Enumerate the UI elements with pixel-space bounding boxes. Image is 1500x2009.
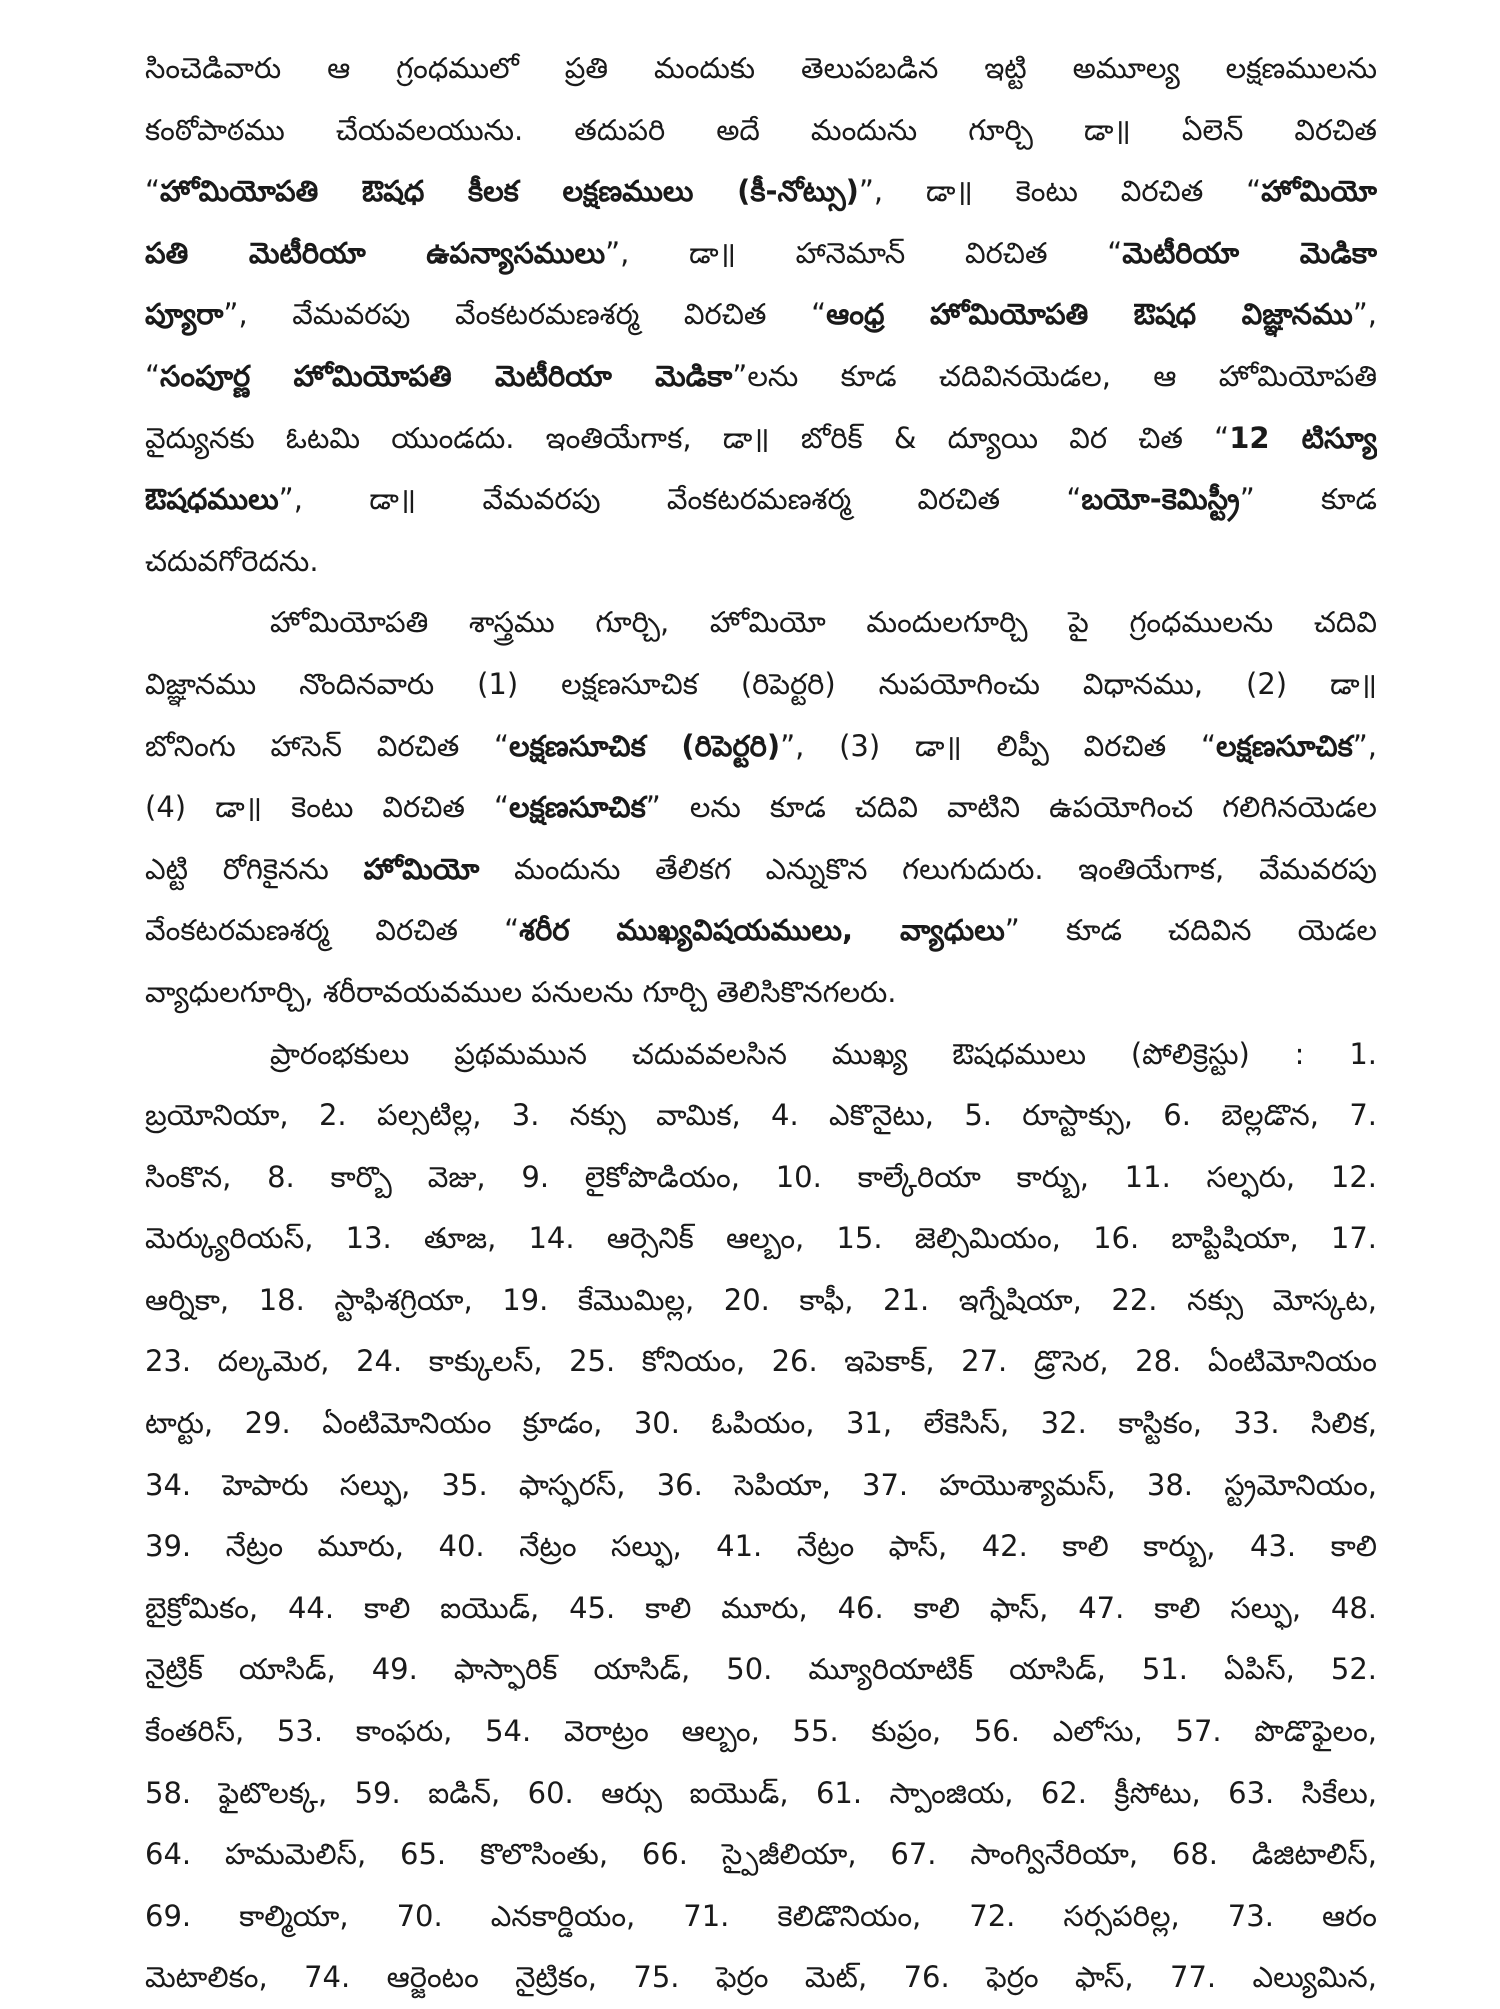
text-line (145, 38, 1377, 100)
text-segment: ”లను కూడ చదివినయెడల, ఆ హోమియోపతి (732, 358, 1377, 393)
text-segment: హోమియోపతి శాస్త్రము గూర్చి, హోమియో మందులగూర్చి పై గ్రంధములను చదివి (270, 605, 1377, 640)
bold-book-title: పతి మెటీరియా ఉపన్యాసములు (145, 235, 606, 270)
text-segment: మెర్క్యురియస్, 13. తూజ, 14. ఆర్సెనిక్ ఆల్బం, 15. జెల్సిమియం, 16. బాప్టిషియా, 17. (145, 1221, 1377, 1256)
text-line (145, 1701, 1377, 1763)
text-line (145, 1331, 1377, 1393)
text-segment: బ్రయోనియా, 2. పల్సటిల్ల, 3. నక్సు వామిక, 4. ఎకొనైటు, 5. రూస్టాక్సు, 6. బెల్లడొన, 7. (145, 1098, 1377, 1133)
text-line (145, 1578, 1377, 1640)
text-segment: సింకొన, 8. కార్బొ వెజు, 9. లైకోపొడియం, 10. కాల్కేరియా కార్బు, 11. సల్ఫరు, 12. (145, 1159, 1377, 1194)
text-line (145, 161, 1377, 223)
bold-book-title: హోమియోపతి ఔషధ కీలక లక్షణములు (కీ-నోట్సు) (160, 174, 859, 209)
text-segment: ” కూడ (1239, 482, 1377, 517)
bold-book-title: సంపూర్ణ హోమియోపతి మెటీరియా మెడికా (160, 358, 733, 393)
text-segment: ” కూడ చదివిన యెడల (1004, 913, 1377, 948)
text-line (145, 1763, 1377, 1825)
text-segment: కంఠోపాఠము చేయవలయును. తదుపరి అదే మందును గూర్చి డా॥ ఏలెన్ విరచిత (145, 112, 1377, 147)
text-segment: ”, డా॥ వేమవరపు వేంకటరమణశర్మ విరచిత “ (278, 482, 1082, 517)
text-segment: ఆర్నికా, 18. స్టాఫిశగ్రియా, 19. కేమొమిల్ల, 20. కాఫీ, 21. ఇగ్నేషియా, 22. నక్సు మోస్కట, (145, 1282, 1377, 1317)
text-segment: నైట్రిక్ యాసిడ్, 49. ఫాస్ఫారిక్ యాసిడ్, 50. మ్యూరియాటిక్ యాసిడ్, 51. ఏపిస్, 52. (145, 1652, 1377, 1687)
text-line (145, 469, 1377, 531)
bold-book-title: ఔషధములు (145, 482, 279, 517)
text-line (145, 1085, 1377, 1147)
text-segment: (4) డా॥ కెంటు విరచిత “ (145, 790, 510, 825)
text-segment: వైద్యునకు ఓటమి యుండదు. ఇంతియేగాక, డా॥ బోరిక్ & ద్యూయి విర చిత “ (145, 420, 1230, 455)
bold-book-title: లక్షణసూచిక (509, 790, 646, 825)
text-line (145, 900, 1377, 962)
text-line (145, 531, 1377, 593)
text-segment: ”, (1352, 728, 1377, 763)
text-line (145, 1639, 1377, 1701)
text-segment: ఎట్టి రోగికైనను (145, 851, 364, 886)
bold-book-title: హోమియో (1261, 174, 1377, 209)
text-segment: ప్రారంభకులు ప్రథమమున చదువవలసిన ముఖ్య ఔషధములు (పోలిక్రెస్టు) : 1. (270, 1036, 1377, 1071)
text-line (145, 716, 1377, 778)
text-line (145, 777, 1377, 839)
text-segment: ”, (3) డా॥ లిప్పీ విరచిత “ (780, 728, 1216, 763)
text-line (145, 1455, 1377, 1517)
text-segment: ” లను కూడ చదివి వాటిని ఉపయోగించ గలిగినయెడల (645, 790, 1377, 825)
text-line (145, 592, 1377, 654)
text-segment: 58. ఫైటొలక్క, 59. ఐడిన్, 60. ఆర్సు ఐయొడ్, 61. స్పాంజియ, 62. క్రీసోటు, 63. సికేలు, (145, 1775, 1377, 1810)
text-line (145, 100, 1377, 162)
text-line (145, 1208, 1377, 1270)
text-line (145, 1824, 1377, 1886)
text-segment: “ (145, 358, 161, 393)
text-line (145, 654, 1377, 716)
text-segment: ”, వేమవరపు వేంకటరమణశర్మ విరచిత “ (223, 297, 827, 332)
text-segment: 69. కాల్మియా, 70. ఎనకార్డియం, 71. కెలిడొనియం, 72. సర్సపరిల్ల, 73. ఆరం (145, 1898, 1377, 1933)
text-line (145, 962, 1377, 1024)
document-page (145, 38, 1377, 2009)
text-segment: టార్టు, 29. ఏంటిమోనియం క్రూడం, 30. ఓపియం, 31, లేకెసిస్, 32. కాస్టికం, 33. సిలిక, (145, 1406, 1377, 1441)
text-line (145, 1886, 1377, 1948)
bold-book-title: శరీర ముఖ్యవిషయములు, వ్యాధులు (519, 913, 1005, 948)
bold-book-title: లక్షణసూచిక (1216, 728, 1353, 763)
bold-book-title: ఆంధ్ర హోమియోపతి ఔషధ విజ్ఞానము (826, 297, 1353, 332)
text-segment: ”, డా॥ కెంటు విరచిత “ (858, 174, 1262, 209)
text-segment: వేంకటరమణశర్మ విరచిత “ (145, 913, 520, 948)
text-line (145, 839, 1377, 901)
text-segment: కేంతరిస్, 53. కాంఫరు, 54. వెరాట్రం ఆల్బం, 55. కుప్రం, 56. ఎలోసు, 57. పొడొఫైలం, (145, 1714, 1377, 1749)
text-line (145, 346, 1377, 408)
text-segment: 34. హెపారు సల్ఫు, 35. ఫాస్ఫరస్, 36. సెపియా, 37. హయొశ్యామస్, 38. స్ట్రమోనియం, (145, 1467, 1377, 1502)
text-segment: మందును తేలికగ ఎన్నుకొన గలుగుదురు. ఇంతియేగాక, వేమవరపు (479, 851, 1377, 886)
bold-book-title: 12 టిస్యూ (1229, 420, 1377, 455)
text-segment: 23. దల్కమెర, 24. కాక్కులస్, 25. కోనియం, 26. ఇపెకాక్, 27. డ్రొసెర, 28. ఏంటిమోనియం (145, 1344, 1377, 1379)
text-line (145, 1024, 1377, 1086)
bold-book-title: మెటీరియా మెడికా (1122, 235, 1377, 270)
text-line (145, 1516, 1377, 1578)
text-segment: “ (145, 174, 161, 209)
bold-book-title: బయో-కెమిస్ట్రీ (1081, 482, 1240, 517)
text-segment: బైక్రోమికం, 44. కాలి ఐయొడ్, 45. కాలి మూరు, 46. కాలి ఫాస్, 47. కాలి సల్ఫు, 48. (145, 1590, 1377, 1625)
bold-book-title: ప్యూరా (145, 297, 224, 332)
text-segment: ”, డా॥ హానెమాన్ విరచిత “ (605, 235, 1123, 270)
text-line (145, 1147, 1377, 1209)
text-line (145, 408, 1377, 470)
text-segment: మెటాలికం, 74. ఆర్జెంటం నైట్రికం, 75. ఫెర్రం మెట్, 76. ఫెర్రం ఫాస్, 77. ఎల్యుమిన, (145, 1960, 1377, 1995)
text-segment: 39. నేట్రం మూరు, 40. నేట్రం సల్ఫు, 41. నేట్రం ఫాస్, 42. కాలి కార్బు, 43. కాలి (145, 1529, 1377, 1564)
text-segment: ”, (1352, 297, 1377, 332)
text-line (145, 1393, 1377, 1455)
text-segment: 64. హమమెలిస్, 65. కొలొసింతు, 66. స్పైజీలియా, 67. సాంగ్వినేరియా, 68. డిజిటాలిస్, (145, 1837, 1377, 1872)
text-segment: బోనింగు హాసెన్ విరచిత “ (145, 728, 510, 763)
text-line (145, 223, 1377, 285)
text-segment: విజ్ఞానము నొందినవారు (1) లక్షణసూచిక (రిపెర్టరి) నుపయోగించు విధానము, (2) డా॥ (145, 666, 1377, 701)
text-segment: వ్యాధులగూర్చి, శరీరావయవముల పనులను గూర్చి తెలిసికొనగలరు. (145, 974, 897, 1009)
bold-book-title: లక్షణసూచిక (రిపెర్టరి) (509, 728, 781, 763)
text-segment: చదువగోరెదను. (145, 543, 319, 578)
text-segment: సించెడివారు ఆ గ్రంధములో ప్రతి మందుకు తెలుపబడిన ఇట్టి అమూల్య లక్షణములను (145, 51, 1377, 85)
text-line (145, 284, 1377, 346)
text-line (145, 1270, 1377, 1332)
bold-book-title: హోమియో (363, 851, 480, 886)
